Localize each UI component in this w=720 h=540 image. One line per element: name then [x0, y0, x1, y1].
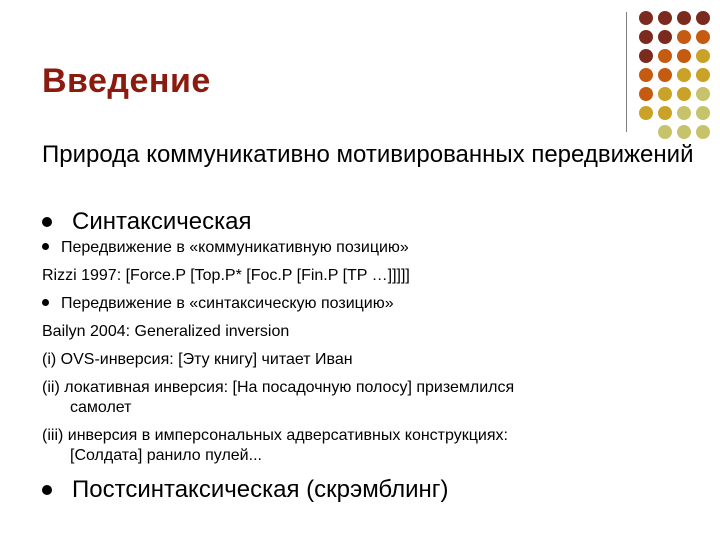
- bullet-dot-icon: [42, 217, 52, 227]
- decorative-dot: [677, 11, 691, 25]
- bullet-dot-icon: [42, 299, 49, 306]
- line-example-ii: (ii) локативная инверсия: [На посадочную полосу] приземлился: [42, 379, 515, 396]
- line-example-ii-cont: самолет: [70, 399, 132, 416]
- decorative-dot: [696, 49, 710, 63]
- decorative-dot: [677, 68, 691, 82]
- decorative-dot: [639, 68, 653, 82]
- decorative-dot: [658, 30, 672, 44]
- decorative-dot: [677, 30, 691, 44]
- bullet-postsyntactic-label: Постсинтаксическая (скрэмблинг): [72, 476, 449, 503]
- bullet-syntactic: [42, 208, 251, 236]
- decorative-dot: [639, 30, 653, 44]
- slide-subtitle: Природа коммуникативно мотивированных передвижений: [42, 141, 694, 168]
- decorative-dot: [677, 125, 691, 139]
- bullet-postsyntactic: [42, 476, 449, 504]
- line-syntactic-position: Передвижение в «синтаксическую позицию»: [42, 294, 394, 314]
- decorative-dot: [658, 125, 672, 139]
- line-bailyn: Bailyn 2004: Generalized inversion: [42, 323, 290, 340]
- decorative-dot: [658, 87, 672, 101]
- decorative-dot: [677, 49, 691, 63]
- line-example-iii-cont: [Солдата] ранило пулей...: [70, 447, 262, 464]
- decorative-dot: [696, 106, 710, 120]
- decorative-vertical-line: [626, 12, 627, 132]
- decorative-dot: [658, 68, 672, 82]
- decorative-dot: [677, 87, 691, 101]
- bullet-dot-icon: [42, 485, 52, 495]
- decorative-dot: [696, 87, 710, 101]
- slide-title: Введение: [42, 62, 211, 100]
- decorative-dot: [639, 11, 653, 25]
- decorative-dot: [696, 30, 710, 44]
- line-communicative-position: Передвижение в «коммуникативную позицию»: [42, 238, 409, 258]
- decorative-dot: [658, 106, 672, 120]
- decorative-dot: [639, 49, 653, 63]
- decorative-dot: [677, 106, 691, 120]
- line-example-iii: (iii) инверсия в имперсональных адверсативных конструкциях:: [42, 427, 508, 444]
- decorative-dot: [658, 49, 672, 63]
- line-rizzi: Rizzi 1997: [Force.P [Top.P* [Foc.P [Fin.P [TP …]]]]]: [42, 267, 410, 284]
- decorative-dot: [696, 68, 710, 82]
- decorative-dot: [639, 87, 653, 101]
- decorative-dot: [658, 11, 672, 25]
- bullet-dot-icon: [42, 243, 49, 250]
- decorative-dot: [696, 11, 710, 25]
- bullet-syntactic-label: Синтаксическая: [72, 208, 252, 235]
- line-example-i: (i) OVS-инверсия: [Эту книгу] читает Иван: [42, 351, 353, 368]
- decorative-dot: [696, 125, 710, 139]
- decorative-dot: [639, 106, 653, 120]
